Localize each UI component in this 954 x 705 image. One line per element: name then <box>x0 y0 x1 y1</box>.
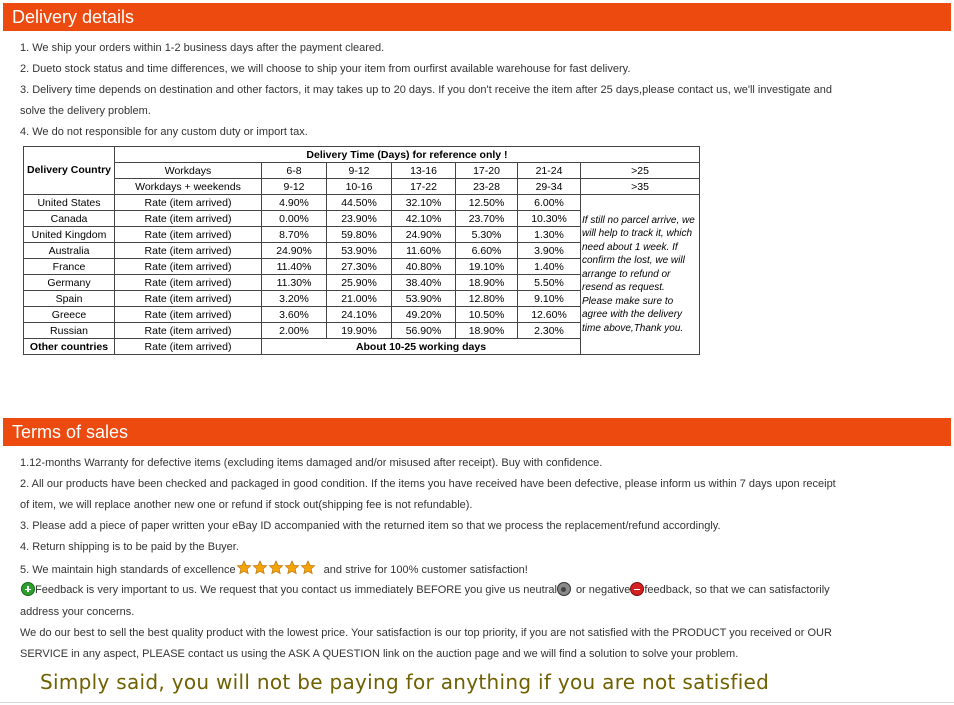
rate-cell: 5.50% <box>518 275 581 291</box>
delivery-time-header: Delivery Time (Days) for reference only ! <box>115 147 700 163</box>
weekends-range: 9-12 <box>262 179 327 195</box>
terms-line-1: 1.12-months Warranty for defective items (excluding items damaged and/or misused after receipt). Buy with confidence. <box>20 457 603 469</box>
rate-cell: 59.80% <box>327 227 392 243</box>
rate-label: Rate (item arrived) <box>115 339 262 355</box>
workdays-label: Workdays <box>115 163 262 179</box>
feedback-text-b: or negative <box>575 584 631 596</box>
rate-label: Rate (item arrived) <box>115 243 262 259</box>
country-cell: Greece <box>24 307 115 323</box>
rate-cell: 5.30% <box>456 227 518 243</box>
star-icon <box>252 560 268 575</box>
negative-feedback-icon <box>630 582 644 596</box>
delivery-line-3: 3. Delivery time depends on destination and other factors, it may takes up to 20 days. If you don't receive the item after 25 days,please contact us, we'll investigate and <box>20 84 832 96</box>
rate-cell: 56.90% <box>392 323 456 339</box>
weekends-range: 29-34 <box>518 179 581 195</box>
terms-line-3: 3. Please add a piece of paper written your eBay ID accompanied with the returned item so that we process the replacement/refund accordingly. <box>20 520 721 532</box>
rate-cell: 18.90% <box>456 323 518 339</box>
rate-cell: 8.70% <box>262 227 327 243</box>
workdays-range: >25 <box>581 163 700 179</box>
closing-line-2: SERVICE in any aspect, PLEASE contact us using the ASK A QUESTION link on the auction page and we will find a solution to solve your problem. <box>20 648 739 660</box>
rate-cell: 18.90% <box>456 275 518 291</box>
rate-cell: 53.90% <box>327 243 392 259</box>
delivery-time-table <box>23 146 700 355</box>
rate-cell: 12.80% <box>456 291 518 307</box>
delivery-details-header <box>3 3 951 31</box>
rate-cell: 2.00% <box>262 323 327 339</box>
workdays-range: 21-24 <box>518 163 581 179</box>
delivery-country-header: Delivery Country <box>24 147 115 195</box>
rate-cell: 9.10% <box>518 291 581 307</box>
rate-cell: 24.90% <box>392 227 456 243</box>
star-icon <box>300 560 316 575</box>
rate-cell: 42.10% <box>392 211 456 227</box>
rate-cell: 23.90% <box>327 211 392 227</box>
delivery-line-3-cont: solve the delivery problem. <box>20 105 151 117</box>
country-cell: Canada <box>24 211 115 227</box>
rate-cell: 25.90% <box>327 275 392 291</box>
feedback-line-cont: address your concerns. <box>20 606 135 618</box>
terms-line-4: 4. Return shipping is to be paid by the Buyer. <box>20 541 239 553</box>
terms-line-2: 2. All our products have been checked and packaged in good condition. If the items you have received have been defective, please inform us within 7 days upon receipt <box>20 478 836 490</box>
rate-cell: 3.60% <box>262 307 327 323</box>
rate-cell: 19.90% <box>327 323 392 339</box>
delivery-details-title: Delivery details <box>12 7 135 27</box>
country-cell: Germany <box>24 275 115 291</box>
rate-cell: 1.40% <box>518 259 581 275</box>
rate-cell: 11.30% <box>262 275 327 291</box>
weekends-range: 23-28 <box>456 179 518 195</box>
rate-cell: 44.50% <box>327 195 392 211</box>
workdays-range: 13-16 <box>392 163 456 179</box>
rate-cell: 49.20% <box>392 307 456 323</box>
terms-of-sales-title: Terms of sales <box>12 422 129 442</box>
rate-cell: 4.90% <box>262 195 327 211</box>
rate-cell: 53.90% <box>392 291 456 307</box>
rate-cell: 12.60% <box>518 307 581 323</box>
table-row <box>24 195 700 211</box>
rate-label: Rate (item arrived) <box>115 323 262 339</box>
country-cell: Other countries <box>24 339 115 355</box>
rate-cell: 6.00% <box>518 195 581 211</box>
feedback-line <box>21 582 830 598</box>
star-icon <box>236 560 252 575</box>
terms-line-2-cont: of item, we will replace another new one or refund if stock out(shipping fee is not refundable). <box>20 499 473 511</box>
standards-text: 5. We maintain high standards of excellence <box>20 564 236 576</box>
rate-cell: 32.10% <box>392 195 456 211</box>
satisfaction-slogan: Simply said, you will not be paying for anything if you are not satisfied <box>40 670 770 694</box>
rate-cell: 12.50% <box>456 195 518 211</box>
other-countries-value: About 10-25 working days <box>262 339 581 355</box>
delivery-line-1: 1. We ship your orders within 1-2 business days after the payment cleared. <box>20 42 385 54</box>
bottom-divider <box>0 702 954 703</box>
star-icon <box>268 560 284 575</box>
feedback-text-c: feedback, so that we can satisfactorily <box>644 584 830 596</box>
rate-cell: 3.90% <box>518 243 581 259</box>
positive-feedback-icon <box>21 582 35 596</box>
country-cell: United Kingdom <box>24 227 115 243</box>
rate-cell: 24.90% <box>262 243 327 259</box>
rate-cell: 21.00% <box>327 291 392 307</box>
rate-cell: 11.40% <box>262 259 327 275</box>
terms-line-5 <box>20 560 528 580</box>
rate-label: Rate (item arrived) <box>115 211 262 227</box>
workdays-range: 17-20 <box>456 163 518 179</box>
rate-label: Rate (item arrived) <box>115 291 262 307</box>
workdays-range: 6-8 <box>262 163 327 179</box>
delivery-line-4: 4. We do not responsible for any custom duty or import tax. <box>20 126 308 138</box>
rate-label: Rate (item arrived) <box>115 307 262 323</box>
rate-cell: 27.30% <box>327 259 392 275</box>
rate-cell: 0.00% <box>262 211 327 227</box>
country-cell: Russian <box>24 323 115 339</box>
terms-of-sales-header <box>3 418 951 446</box>
rate-cell: 2.30% <box>518 323 581 339</box>
rate-cell: 40.80% <box>392 259 456 275</box>
rate-cell: 19.10% <box>456 259 518 275</box>
weekends-range: 17-22 <box>392 179 456 195</box>
rate-cell: 38.40% <box>392 275 456 291</box>
feedback-text-a: Feedback is very important to us. We request that you contact us immediately BEFORE you give us neutral <box>35 584 557 596</box>
star-icon <box>284 560 300 575</box>
rate-label: Rate (item arrived) <box>115 275 262 291</box>
workdays-range: 9-12 <box>327 163 392 179</box>
satisfaction-text: and strive for 100% customer satisfaction! <box>323 564 528 576</box>
country-cell: United States <box>24 195 115 211</box>
country-cell: France <box>24 259 115 275</box>
rate-label: Rate (item arrived) <box>115 227 262 243</box>
rate-cell: 10.30% <box>518 211 581 227</box>
rate-cell: 11.60% <box>392 243 456 259</box>
neutral-feedback-icon <box>557 582 571 596</box>
delivery-note: If still no parcel arrive, we will help to track it, which need about 1 week. If confirm the lost, we will arrange to refund or resend as request. Please make sure to agree with the delivery time above,Thank you. <box>581 195 700 355</box>
rate-label: Rate (item arrived) <box>115 195 262 211</box>
rate-cell: 3.20% <box>262 291 327 307</box>
rate-cell: 23.70% <box>456 211 518 227</box>
rate-cell: 10.50% <box>456 307 518 323</box>
weekends-range: 10-16 <box>327 179 392 195</box>
rate-cell: 6.60% <box>456 243 518 259</box>
rate-cell: 24.10% <box>327 307 392 323</box>
country-cell: Australia <box>24 243 115 259</box>
rate-cell: 1.30% <box>518 227 581 243</box>
closing-line-1: We do our best to sell the best quality product with the lowest price. Your satisfaction is our top priority, if you are not satisfied with the PRODUCT you received or OUR <box>20 627 832 639</box>
five-star-rating <box>236 560 316 580</box>
delivery-line-2: 2. Dueto stock status and time differences, we will choose to ship your item from ourfirst available warehouse for fast delivery. <box>20 63 631 75</box>
rate-label: Rate (item arrived) <box>115 259 262 275</box>
workdays-weekends-label: Workdays + weekends <box>115 179 262 195</box>
weekends-range: >35 <box>581 179 700 195</box>
country-cell: Spain <box>24 291 115 307</box>
